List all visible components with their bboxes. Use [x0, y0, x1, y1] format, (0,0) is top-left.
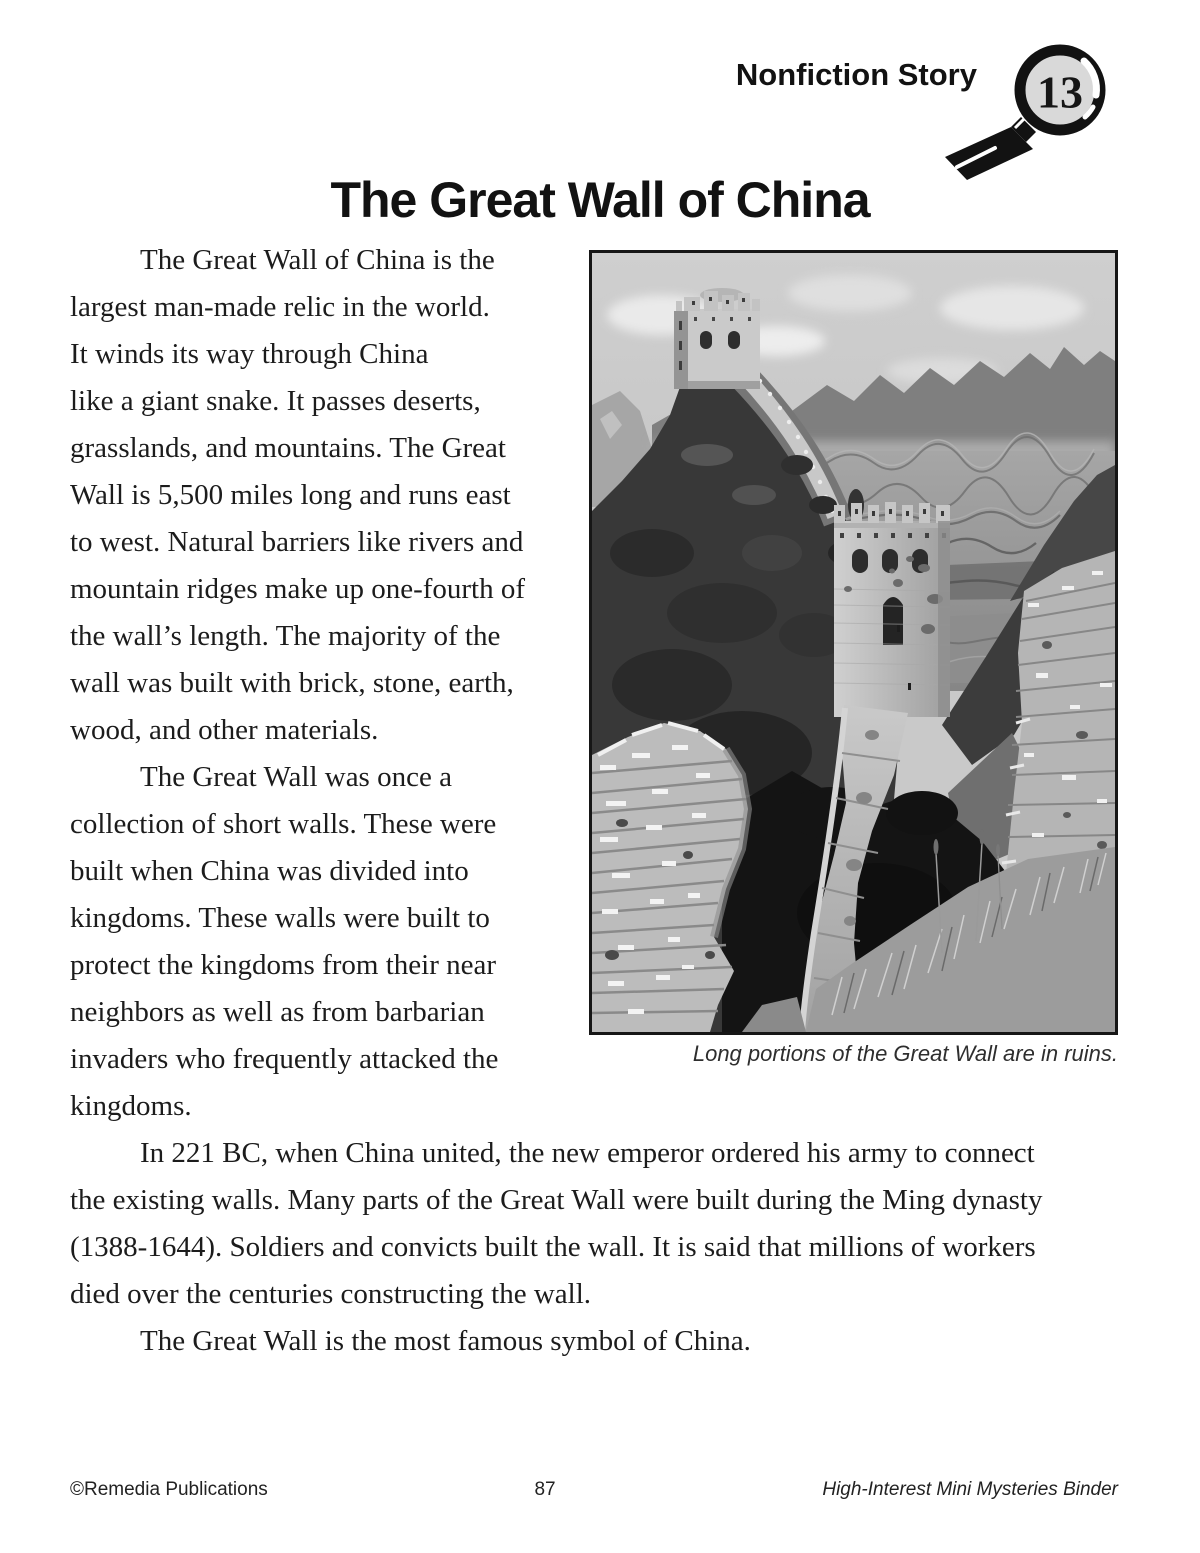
text-line: the existing walls. Many parts of the Great Wall were built during the Ming dynasty	[70, 1184, 1043, 1216]
great-wall-photo	[592, 253, 1115, 1032]
footer-page-number: 87	[534, 1479, 556, 1500]
article-full-text	[70, 1130, 1042, 1365]
text-line: The Great Wall is the most famous symbol of China.	[140, 1325, 751, 1357]
text-line: The Great Wall was once a	[140, 761, 452, 793]
text-line: (1388-1644). Soldiers and convicts built the wall. It is said that millions of workers	[70, 1231, 1036, 1263]
text-line: protect the kingdoms from their near	[70, 949, 497, 981]
footer-series-title: High-Interest Mini Mysteries Binder	[822, 1479, 1118, 1500]
text-line: like a giant snake. It passes deserts,	[70, 385, 481, 417]
photo-caption: Long portions of the Great Wall are in ruins.	[692, 1041, 1118, 1066]
text-line: kingdoms. These walls were built to	[70, 902, 490, 934]
footer-publisher: ©Remedia Publications	[70, 1479, 268, 1500]
page-title: The Great Wall of China	[330, 172, 870, 228]
story-photo-figure	[589, 250, 1118, 1035]
text-line: neighbors as well as from barbarian	[70, 996, 485, 1028]
text-line: wood, and other materials.	[70, 714, 379, 746]
text-line: The Great Wall of China is the	[140, 244, 495, 276]
text-line: mountain ridges make up one-fourth of	[70, 573, 526, 605]
story-number-badge: 13	[1037, 66, 1083, 118]
header-label: Nonfiction Story	[735, 57, 977, 92]
text-line: kingdoms.	[70, 1090, 192, 1122]
text-line: wall was built with brick, stone, earth,	[70, 667, 514, 699]
text-line: In 221 BC, when China united, the new emperor ordered his army to connect	[140, 1137, 1035, 1169]
text-line: Wall is 5,500 miles long and runs east	[70, 479, 511, 511]
text-line: invaders who frequently attacked the	[70, 1043, 499, 1075]
article-column-text	[70, 237, 525, 1130]
text-line: to west. Natural barriers like rivers and	[70, 526, 524, 558]
text-line: largest man-made relic in the world.	[70, 291, 490, 323]
text-line: collection of short walls. These were	[70, 808, 497, 840]
text-line: grasslands, and mountains. The Great	[70, 432, 506, 464]
text-line: It winds its way through China	[70, 338, 429, 370]
text-line: died over the centuries constructing the wall.	[70, 1278, 592, 1310]
page-footer	[70, 1479, 1118, 1501]
magnifying-glass-icon	[935, 33, 1120, 183]
magnifier-icon	[935, 33, 1120, 183]
text-line: the wall’s length. The majority of the	[70, 620, 501, 652]
text-line: built when China was divided into	[70, 855, 469, 887]
